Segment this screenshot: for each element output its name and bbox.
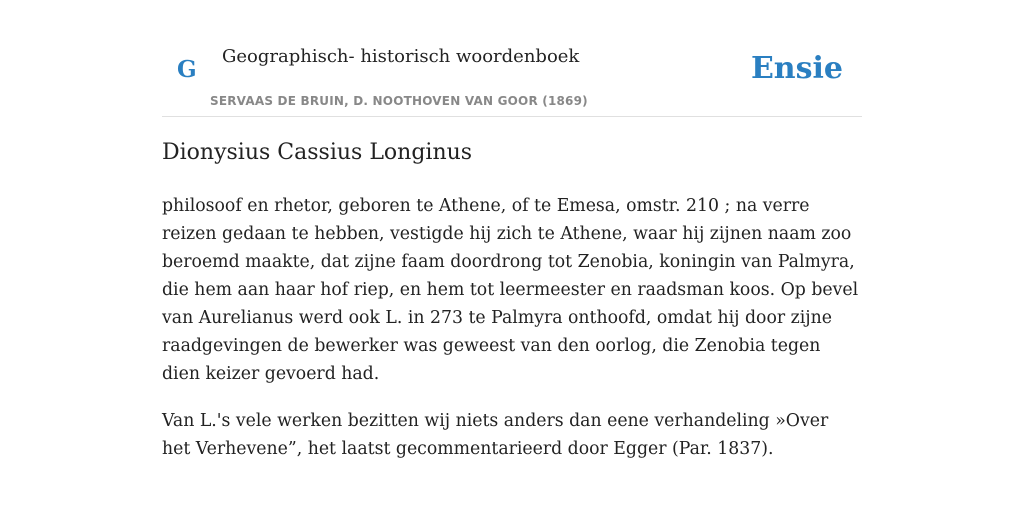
entry-paragraph: Van L.'s vele werken bezitten wij niets anders dan eene verhandeling »Over het Verhevene”, het laatst gecommentarieerd door Egger (Par. 1837). xyxy=(162,411,829,459)
ensie-logo-link[interactable]: Ensie xyxy=(750,51,843,86)
entry-content xyxy=(162,192,862,482)
index-letter-link[interactable]: G xyxy=(177,56,197,83)
book-title-link[interactable]: Geographisch- historisch woordenboek xyxy=(222,46,580,67)
book-author: SERVAAS DE BRUIN, D. NOOTHOVEN VAN GOOR (1869) xyxy=(210,94,588,108)
entry-title: Dionysius Cassius Longinus xyxy=(162,140,473,165)
entry-paragraph: philosoof en rhetor, geboren te Athene, of te Emesa, omstr. 210 ; na verre reizen gedaan te hebben, vestigde hij zich te Athene, waar hij zijnen naam zoo beroemd maakte, dat zijne faam doordrong tot Zenobia, koningin van Palmyra, die hem aan haar hof riep, en hem tot leermeester en raadsman koos. Op bevel van Aurelianus werd ook L. in 273 te Palmyra onthoofd, omdat hij door zijne raadgevingen de bewerker was geweest van den oorlog, die Zenobia tegen dien keizer gevoerd had. xyxy=(162,196,859,384)
book-header xyxy=(162,0,862,117)
